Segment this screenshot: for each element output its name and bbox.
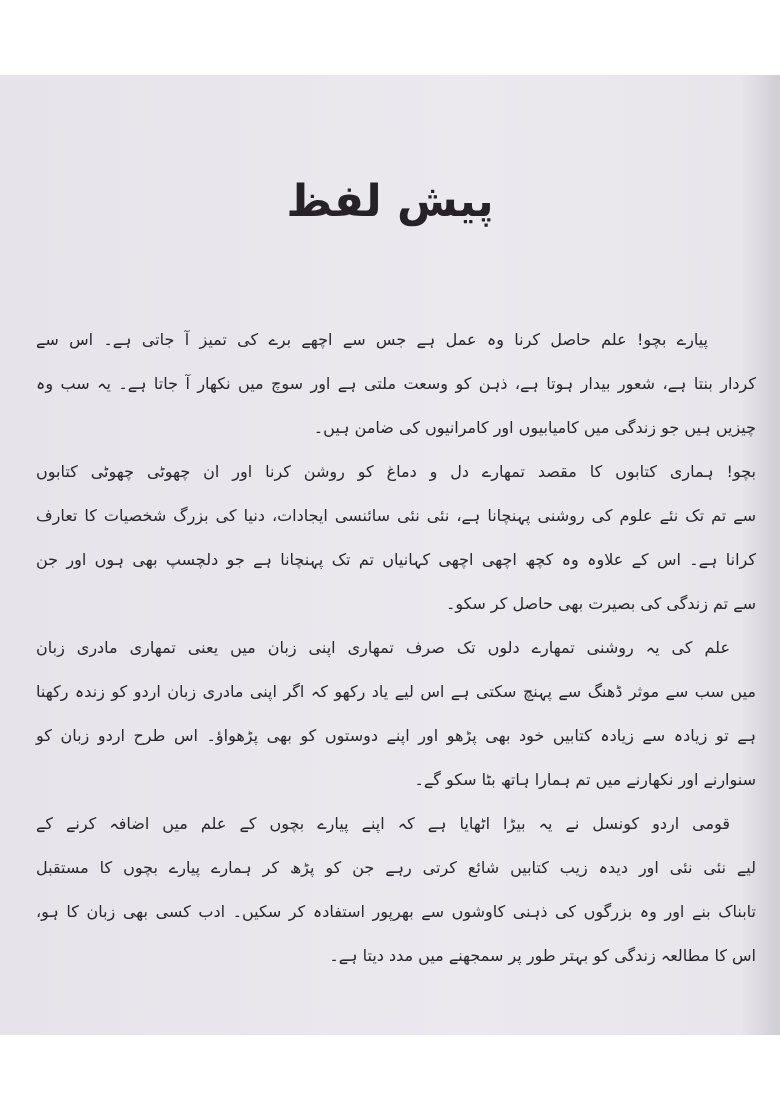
text-line: سنوارنے اور نکھارنے میں تم ہمارا ہاتھ بٹا سکو گے۔ (414, 770, 756, 789)
text-line: میں سب سے موثر ڈھنگ سے پہنچ سکتی ہے اس لیے یاد رکھو کہ اگر اپنی مادری زبان اردو کو زندہ رکھنا (36, 682, 756, 701)
text-line: پیارے بچو! علم حاصل کرنا وہ عمل ہے جس سے اچھے برے کی تمیز آ جاتی ہے۔ اس سے (36, 330, 708, 349)
text-line: اس کا مطالعہ زندگی کو بہتر طور پر سمجھنے میں مدد دیتا ہے۔ (329, 946, 756, 965)
text-line: قومی اردو کونسل نے یہ بیڑا اٹھایا ہے کہ اپنے پیارے بچوں کے علم میں اضافہ کرنے کے (36, 814, 730, 833)
text-line: کردار بنتا ہے، شعور بیدار ہوتا ہے، ذہن کو وسعت ملتی ہے اور سوچ میں نکھار آ جاتا ہے۔ یہ سب وہ (36, 374, 756, 393)
text-line: علم کی یہ روشنی تمھارے دلوں تک صرف تمھاری اپنی زبان میں یعنی تمھاری مادری زبان (36, 638, 730, 657)
page-title: پیش لفظ (286, 176, 494, 227)
text-line: بچو! ہماری کتابوں کا مقصد تمھارے دل و دماغ کو روشن کرنا اور ان چھوٹی چھوٹی کتابوں (36, 462, 756, 481)
text-line: ہے تو زیادہ سے زیادہ کتابیں خود بھی پڑھو اور اپنے دوستوں کو بھی پڑھواؤ۔ اس طرح اردو زبان کو (36, 726, 756, 745)
text-line: کرانا ہے۔ اس کے علاوہ وہ کچھ اچھی اچھی کہانیاں تم تک پہنچانا ہے جو دلچسپ بھی ہوں اور جن (36, 550, 756, 569)
text-line: لیے نئی نئی اور دیدہ زیب کتابیں شائع کرتی رہے جن کو پڑھ کر ہمارے پیارے بچوں کا مستقبل (36, 858, 756, 877)
text-line: تابناک بنے اور وہ بزرگوں کی ذہنی کاوشوں سے بھرپور استفادہ کر سکیں۔ ادب کسی بھی زبان کا ہو، (36, 902, 756, 921)
text-line: چیزیں ہیں جو زندگی میں کامیابیوں اور کامرانیوں کی ضامن ہیں۔ (313, 418, 756, 437)
foreword-body (36, 318, 756, 978)
text-line: سے تم تک نئے علوم کی روشنی پہنچانا ہے، نئی نئی سائنسی ایجادات، دنیا کی بزرگ شخصیات کا تعارف (36, 506, 756, 525)
text-line: سے تم زندگی کی بصیرت بھی حاصل کر سکو۔ (445, 594, 756, 613)
